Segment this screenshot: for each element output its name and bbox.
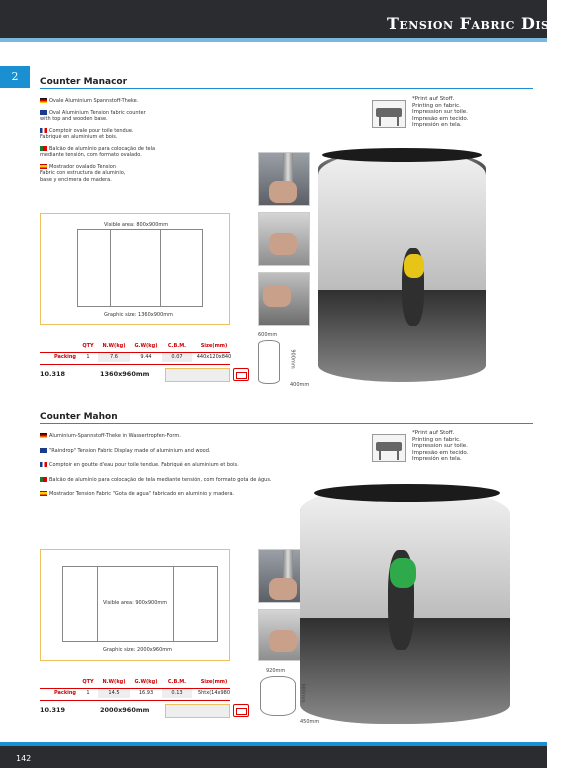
product-size: 1360x960mm <box>100 370 150 378</box>
chapter-tab: 2 <box>0 66 30 88</box>
spacer-cell <box>165 368 230 382</box>
product-code: 10.318 <box>40 370 66 378</box>
spanish-flag-icon <box>40 164 47 169</box>
counter-manacor-image <box>318 150 486 382</box>
uk-flag-icon <box>40 448 47 453</box>
runner-shirt <box>390 558 416 588</box>
desc-en: "Raindrop" Tension Fabric Display made of aluminium and wood. <box>40 448 330 455</box>
desc-es: Mostrador ovalado Tension Fabric con estructura de aluminio, base y encimera de madera. <box>40 163 126 183</box>
section-divider <box>40 423 533 424</box>
printer-icon <box>372 434 406 462</box>
visible-area-label: Visible area: 900x900mm <box>103 600 168 606</box>
spec-packing-row: Packing 1 14.5 16.93 0.13 5htx(14x980 <box>53 690 231 696</box>
german-flag-icon <box>40 433 47 438</box>
print-note: *Print auf Stoff. Printing on fabric. Impression sur toile. Impresão em tecido. Impresión en tela. <box>372 430 534 468</box>
carry-bag-icon <box>233 368 249 381</box>
dim-depth: 450mm <box>300 719 320 725</box>
carry-bag-icon <box>233 704 249 717</box>
dim-height: 900mm <box>289 349 296 369</box>
runner-shirt <box>404 254 424 278</box>
section-divider <box>40 88 533 89</box>
desc-de: Ovale Aluminium Spannstoff-Theke. <box>40 98 230 105</box>
counter-mahon-image <box>300 488 510 724</box>
french-flag-icon <box>40 128 47 133</box>
desc-en: Oval Aluminium Tension fabric counter with top and wooden base. <box>40 109 146 122</box>
page-title: Tension Fabric Display <box>387 14 583 33</box>
dimension-drawing <box>260 676 296 716</box>
printer-icon <box>372 100 406 128</box>
desc-es: Mostrador Tension Fabric "Gota de agua" fabricado en aluminio y madera. <box>40 491 330 498</box>
section-title-mahon: Counter Mahon <box>40 412 118 422</box>
uk-flag-icon <box>40 110 47 115</box>
portuguese-flag-icon <box>40 146 47 151</box>
detail-photo-bracket <box>258 212 310 266</box>
visible-area-label: Visible area: 800x900mm <box>104 222 169 228</box>
print-note: *Print auf Stoff. Printing on fabric. Impression sur toile. Impresão em tecido. Impresión en tela. <box>372 96 534 134</box>
desc-de: Aluminium-Spannstoff-Theke in Wassertropfen-Form. <box>40 433 330 440</box>
french-flag-icon <box>40 462 47 467</box>
dimension-drawing <box>258 340 280 384</box>
page-footer <box>0 742 547 768</box>
detail-photo-base <box>258 272 310 326</box>
spec-header-row: QTY N.W(kg) G.W(kg) C.B.M. Size(mm) <box>82 679 228 685</box>
desc-fr: Comptoir en goutte d'eau pour toile tendue. Fabriqué en aluminium et bois. <box>40 462 330 469</box>
dim-width: 920mm <box>266 668 286 674</box>
graphic-size-label: Graphic size: 2000x960mm <box>103 647 173 653</box>
product-code: 10.319 <box>40 706 66 714</box>
dim-width: 600mm <box>258 332 278 338</box>
desc-fr: Comptoir ovale pour toile tendue. Fabriqué en aluminium et bois. <box>40 127 134 140</box>
graphic-panel <box>77 229 203 307</box>
section-title-manacor: Counter Manacor <box>40 77 128 87</box>
desc-pt: Balcão de alumínio para colocação de tela mediante tensión, com formato gota de águs. <box>40 477 330 484</box>
spacer-cell <box>165 704 230 718</box>
page-number: 142 <box>16 754 32 763</box>
page-header <box>0 0 583 42</box>
graphic-size-label: Graphic size: 1360x900mm <box>104 312 174 318</box>
portuguese-flag-icon <box>40 477 47 482</box>
dim-depth: 400mm <box>290 382 310 388</box>
product-size: 2000x960mm <box>100 706 150 714</box>
desc-pt: Balcão de alumínio para colocação de tela mediante tensión, com formato ovalado. <box>40 145 156 158</box>
spec-header-row: QTY N.W(kg) G.W(kg) C.B.M. Size(mm) <box>82 343 228 349</box>
detail-photo-pole <box>258 152 310 206</box>
description-mahon <box>40 433 330 498</box>
spec-packing-row: Packing 1 7.6 9.44 0.07 440x120x840 <box>53 354 232 360</box>
dim-height: 980mm <box>299 683 306 703</box>
spanish-flag-icon <box>40 491 47 496</box>
german-flag-icon <box>40 98 47 103</box>
description-manacor <box>40 98 230 183</box>
